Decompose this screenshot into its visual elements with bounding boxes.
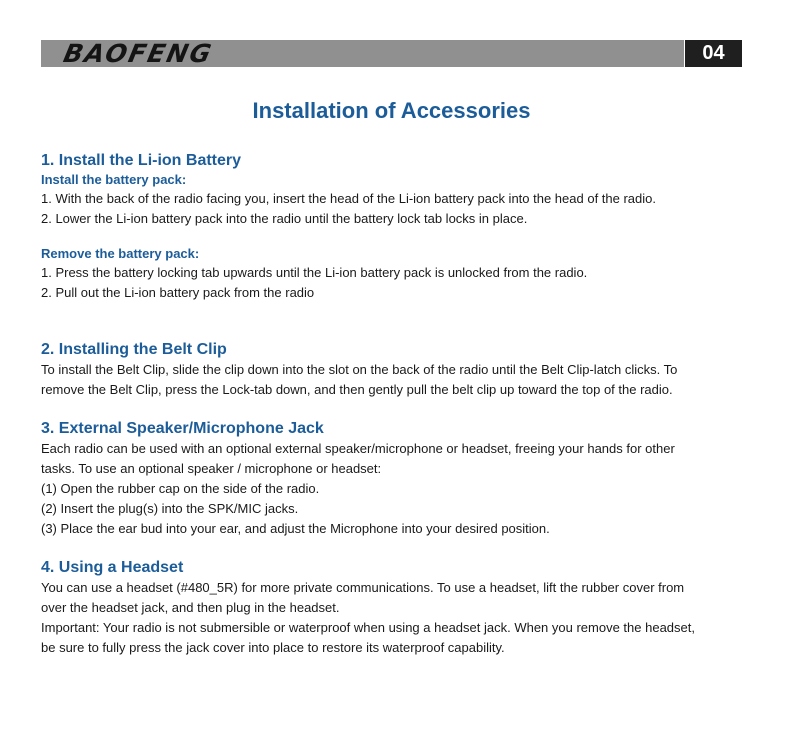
- section-heading: 4. Using a Headset: [41, 559, 184, 576]
- paragraph-line: be sure to fully press the jack cover into place to restore its waterproof capability.: [41, 640, 505, 655]
- section-battery: [41, 150, 751, 303]
- paragraph-line: Each radio can be used with an optional external speaker/microphone or headset, freeing your hands for other: [41, 441, 675, 456]
- page-content: [41, 150, 751, 658]
- paragraph-line: 2. Lower the Li-ion battery pack into the radio until the battery lock tab locks in place.: [41, 211, 528, 226]
- subheading-remove: Remove the battery pack:: [41, 246, 200, 261]
- paragraph-line: You can use a headset (#480_5R) for more private communications. To use a headset, lift the rubber cover from: [41, 580, 685, 595]
- page-number-badge: 04: [685, 40, 742, 67]
- section-heading: 3. External Speaker/Microphone Jack: [41, 420, 324, 437]
- section-heading: 2. Installing the Belt Clip: [41, 341, 227, 358]
- paragraph-line: (2) Insert the plug(s) into the SPK/MIC jacks.: [41, 501, 299, 516]
- paragraph-line: To install the Belt Clip, slide the clip down into the slot on the back of the radio until the Belt Clip-latch clicks. To: [41, 362, 678, 377]
- paragraph-line: tasks. To use an optional speaker / microphone or headset:: [41, 461, 382, 476]
- page-title: Installation of Accessories: [252, 98, 531, 123]
- subheading-install: Install the battery pack:: [41, 172, 187, 187]
- section-belt-clip: [41, 339, 751, 400]
- paragraph-line: over the headset jack, and then plug in the headset.: [41, 600, 340, 615]
- section-heading: 1. Install the Li-ion Battery: [41, 152, 242, 169]
- paragraph-line: remove the Belt Clip, press the Lock-tab down, and then gently pull the belt clip up toward the top of the radio.: [41, 382, 673, 397]
- paragraph-line: 1. Press the battery locking tab upwards until the Li-ion battery pack is unlocked from the radio.: [41, 265, 588, 280]
- paragraph-line: Important: Your radio is not submersible or waterproof when using a headset jack. When you remove the headset,: [41, 620, 695, 635]
- paragraph-line: (1) Open the rubber cap on the side of the radio.: [41, 481, 320, 496]
- paragraph-line: (3) Place the ear bud into your ear, and adjust the Microphone into your desired position.: [41, 521, 550, 536]
- brand-logo: BAOFENG: [60, 39, 216, 68]
- section-headset: [41, 557, 751, 658]
- paragraph-line: 1. With the back of the radio facing you, insert the head of the Li-ion battery pack into the head of the radio.: [41, 191, 656, 206]
- section-speaker-mic-jack: [41, 418, 751, 539]
- paragraph-line: 2. Pull out the Li-ion battery pack from the radio: [41, 285, 315, 300]
